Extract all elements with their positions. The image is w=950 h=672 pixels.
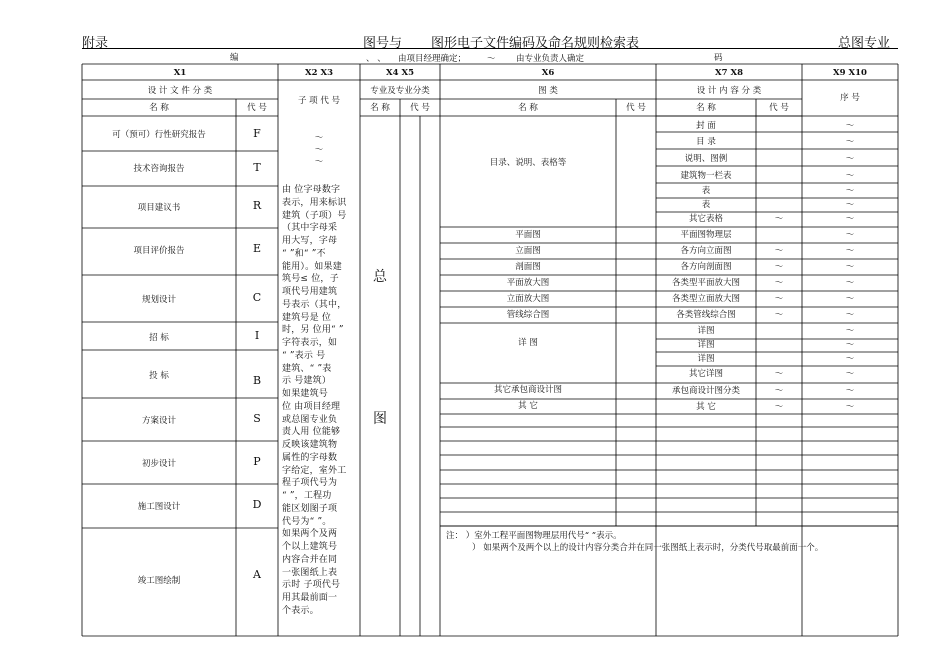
x6-row-1: 平面图	[515, 230, 541, 240]
x78-code-9: ～	[774, 262, 784, 272]
sub-item-code-line: 表示，用来标识	[282, 197, 347, 208]
sub-item-code-line: （其中字母采	[282, 223, 338, 234]
sub-item-code-line: 反映该建筑物	[282, 440, 338, 450]
x1-name-3: 项目评价报告	[133, 246, 185, 256]
x1-code-9: D	[252, 498, 262, 511]
x78-code-16: ～	[774, 369, 784, 379]
x78-code-11: ～	[774, 294, 784, 304]
header-title: 图形电子文件编码及命名规则检索表	[431, 36, 640, 51]
x1-name-9: 施工图设计	[137, 502, 181, 512]
sub-item-code-line: 属性的字母数	[282, 452, 338, 463]
sub-item-code-line: 字给定，室外工	[282, 465, 347, 476]
x910-seq-17: ～	[845, 386, 855, 396]
x78-name-18: 其 它	[696, 402, 716, 412]
x910-seq-3: ～	[845, 171, 855, 181]
sub-item-code-line: 能区划图子项	[282, 503, 338, 514]
top-row-tilde: ～	[487, 54, 496, 64]
x910-seq-18: ～	[845, 402, 855, 412]
x910-seq-6: ～	[845, 214, 855, 224]
x78-code-10: ～	[774, 278, 784, 288]
subhead-x6-name: 名 称	[518, 103, 538, 113]
x1-code-10: A	[253, 568, 261, 581]
x6-row-4: 平面放大图	[506, 278, 550, 288]
top-row-bian: 编	[230, 53, 239, 63]
sub-item-code-line: 代号为“ ”。	[282, 516, 332, 527]
x1-name-0: 可（预可）行性研究报告	[112, 130, 206, 140]
sub-item-code-line: 示 号建筑）	[282, 376, 332, 387]
sub-item-code-line: 项代号用建筑	[282, 287, 338, 297]
x1-code-6: B	[252, 374, 262, 387]
specialty-char-zong: 总	[373, 269, 387, 285]
x78-name-0: 封 面	[696, 121, 716, 131]
sub-item-code-line: 个表示。	[282, 605, 319, 616]
x78-name-5: 表	[701, 200, 711, 210]
subhead-seq: 序 号	[840, 93, 860, 103]
x23-tilde-1: ～	[314, 145, 324, 155]
subhead-design-file-class: 设 计 文 件 分 类	[147, 86, 213, 96]
sub-item-code-line: 号表示（其中，	[282, 299, 347, 310]
x78-name-8: 各方向立面图	[680, 246, 732, 256]
sub-item-code-description	[282, 184, 360, 618]
sub-item-code-line: 字符表示，如	[282, 338, 338, 348]
x910-seq-12: ～	[845, 310, 855, 320]
x910-seq-14: ～	[845, 340, 855, 350]
x1-name-5: 招 标	[149, 333, 169, 343]
x1-code-5: I	[254, 329, 260, 342]
x1-name-8: 初步设计	[141, 459, 176, 469]
top-row-lead-note: 由专业负责人确定	[516, 54, 585, 64]
sub-item-code-line: 能用）。如果建	[282, 261, 342, 272]
subhead-x6-code: 代 号	[626, 103, 646, 113]
x6-row-0: 目录、说明、表格等	[489, 158, 567, 168]
x910-seq-9: ～	[845, 262, 855, 272]
x78-name-3: 建筑物一栏表	[680, 171, 732, 181]
x78-name-6: 其它表格	[688, 214, 723, 224]
x1-code-3: E	[252, 242, 262, 255]
x78-code-18: ～	[774, 402, 784, 412]
sub-item-code-line: 位 由项目经理	[282, 401, 341, 412]
sub-item-code-line: 如果两个及两	[282, 529, 338, 540]
sub-item-code-line: 示时 子项代号	[282, 580, 341, 591]
top-row-pm-note: 由项目经理确定；	[398, 54, 467, 64]
note-1: 注： ）室外工程平面图物理层用代号“ ”表示。	[446, 531, 622, 541]
x6-row-6: 管线综合图	[506, 310, 550, 320]
x23-tilde-2: ～	[314, 157, 324, 167]
subhead-specialty: 专业及专业分类	[370, 86, 430, 96]
x78-code-6: ～	[774, 214, 784, 224]
sub-item-code-line: “ ”表示 号	[282, 350, 326, 361]
x6-row-5: 立面放大图	[506, 294, 550, 304]
x910-seq-2: ～	[845, 154, 855, 164]
sub-item-code-line: 用其最前面一	[282, 593, 338, 603]
x6-row-2: 立面图	[515, 246, 541, 256]
subhead-x78-code: 代 号	[769, 103, 789, 113]
x6-row-3: 剖面图	[515, 262, 541, 272]
top-row-ma: 码	[714, 53, 723, 63]
x1-name-6: 投 标	[149, 371, 169, 381]
col-x1: X1	[173, 68, 187, 78]
sub-item-code-line: 或总图专业负	[282, 414, 338, 425]
x78-name-4: 表	[701, 186, 711, 196]
sub-item-code-line: 用大写，字母	[282, 236, 338, 246]
x910-seq-1: ～	[845, 137, 855, 147]
x78-code-17: ～	[774, 386, 784, 396]
subhead-x78-name: 名 称	[696, 103, 716, 113]
col-x7-x8: X7 X8	[715, 68, 743, 78]
x1-name-2: 项目建议书	[137, 203, 181, 213]
x78-name-10: 各类型平面放大图	[671, 278, 740, 288]
x910-seq-7: ～	[845, 230, 855, 240]
x6-row-7: 详 图	[518, 338, 538, 348]
x1-name-1: 技术咨询报告	[133, 164, 185, 174]
col-x6: X6	[541, 68, 555, 78]
x78-name-17: 承包商设计图分类	[671, 386, 740, 396]
x78-name-12: 各类管线综合图	[676, 310, 736, 320]
x1-code-1: T	[253, 161, 261, 174]
x78-name-14: 详图	[697, 340, 715, 350]
subhead-sub-item-code: 子 项 代 号	[297, 96, 341, 106]
x78-name-15: 详图	[697, 354, 715, 364]
header-right: 总图专业	[838, 36, 891, 51]
header-left: 附录	[82, 36, 109, 51]
x6-row-8: 其它承包商设计图	[493, 385, 562, 395]
sub-item-code-line: 程子项代号为	[282, 478, 338, 489]
sub-item-code-line: 由 位字母数字	[282, 185, 341, 195]
x1-code-8: P	[253, 455, 261, 468]
header-title-prefix: 图号与	[363, 36, 403, 51]
x23-tilde-0: ～	[314, 133, 324, 143]
x910-seq-13: ～	[845, 326, 855, 336]
x1-name-10: 竣工图绘制	[137, 576, 181, 586]
x910-seq-0: ～	[845, 121, 855, 131]
x910-seq-11: ～	[845, 294, 855, 304]
x1-code-0: F	[253, 127, 261, 140]
subhead-design-content-class: 设 计 内 容 分 类	[696, 86, 762, 96]
col-x9-x10: X9 X10	[833, 68, 867, 78]
x910-seq-16: ～	[845, 369, 855, 379]
subhead-x1-code: 代 号	[247, 103, 267, 113]
sub-item-code-line: 一张图纸上表	[282, 567, 338, 578]
x78-name-16: 其它详图	[688, 369, 723, 379]
x910-seq-4: ～	[845, 186, 855, 196]
x78-name-13: 详图	[697, 326, 715, 336]
sub-item-code-line: “ ”和“ ”不	[282, 248, 326, 259]
sub-item-code-line: 个以上建筑号	[282, 542, 338, 552]
x910-seq-8: ～	[845, 246, 855, 256]
col-x2-x3: X2 X3	[305, 68, 333, 78]
x78-code-12: ～	[774, 310, 784, 320]
x78-code-8: ～	[774, 246, 784, 256]
top-row-separators: 、 、	[366, 54, 386, 64]
sub-item-code-line: 时，另 位用“ ”	[282, 325, 344, 336]
subhead-x45-code: 代 号	[410, 103, 430, 113]
x78-name-1: 目 录	[696, 137, 716, 147]
sub-item-code-line: 筑号≤ 位，子	[282, 274, 339, 285]
x78-name-11: 各类型立面放大图	[671, 294, 740, 304]
sub-item-code-line: 建筑（子项）号	[282, 210, 347, 221]
sub-item-code-line: 责人用 位能够	[282, 427, 341, 438]
sub-item-code-line: 建筑、“ ”表	[282, 363, 332, 374]
x78-name-9: 各方向剖面图	[680, 262, 732, 272]
x910-seq-15: ～	[845, 354, 855, 364]
x910-seq-5: ～	[845, 200, 855, 210]
col-x4-x5: X4 X5	[386, 68, 414, 78]
sub-item-code-line: 建筑号是 位	[282, 312, 332, 323]
subhead-x45-name: 名 称	[370, 103, 390, 113]
x1-code-2: R	[252, 199, 262, 212]
x6-row-9: 其 它	[518, 401, 538, 411]
sub-item-code-line: “ ”，工程功	[282, 491, 332, 501]
sub-item-code-line: 内容合并在同	[282, 554, 338, 565]
subhead-drawing-class: 图 类	[538, 86, 558, 96]
x1-name-7: 方案设计	[141, 416, 176, 426]
x1-code-4: C	[252, 291, 262, 304]
specialty-char-tu: 图	[373, 411, 387, 427]
note-2: ） 如果两个及两个以上的设计内容分类合并在同一张图纸上表示时，分类代号取最前面一个。	[472, 543, 824, 553]
sub-item-code-line: 如果建筑号	[282, 389, 329, 399]
x78-name-2: 说明、图例	[684, 154, 728, 164]
x78-name-7: 平面图物理层	[680, 230, 732, 240]
x1-code-7: S	[253, 412, 261, 425]
x910-seq-10: ～	[845, 278, 855, 288]
subhead-x1-name: 名 称	[149, 103, 169, 113]
x1-name-4: 规划设计	[141, 295, 176, 305]
